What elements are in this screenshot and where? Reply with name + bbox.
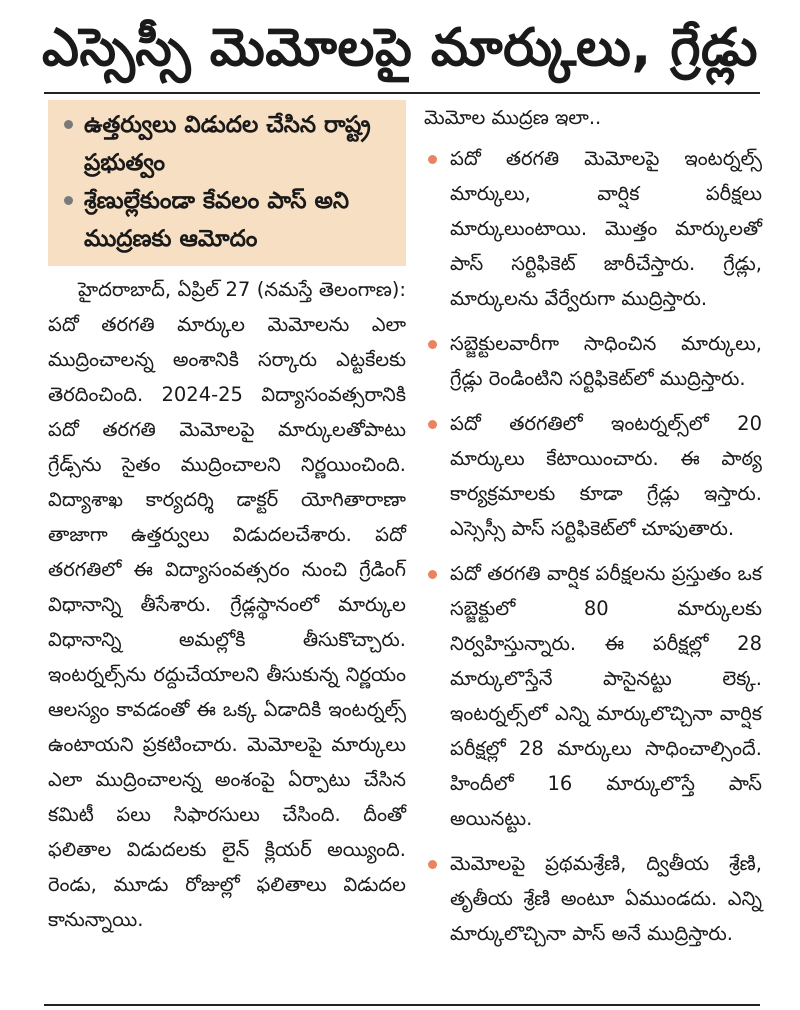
bullet-icon	[428, 340, 437, 349]
highlight-text: శ్రేణుల్లేకుండా కేవలం పాస్ అని ముద్రణకు ఆమోదం	[84, 188, 350, 252]
bullet-icon	[428, 860, 437, 869]
highlight-item	[62, 182, 406, 258]
memo-point	[424, 141, 762, 316]
memo-point	[424, 556, 762, 836]
memo-point	[424, 326, 762, 396]
bullet-icon	[428, 570, 437, 579]
memo-point-text: సబ్జెక్టులవారీగా సాధించిన మార్కులు, గ్రేడ్లు రెండింటిని సర్టిఫికెట్‌లో ముద్రిస్తారు.	[450, 332, 762, 390]
memo-point-text: పదో తరగతి వార్షిక పరీక్షలను ప్రస్తుతం ఒక సబ్జెక్టులో 80 మార్కులకు నిర్వహిస్తున్నారు. ఈ పరీక్షల్లో 28 మార్కులొస్తేనే పాసైనట్టు లెక్క. ఇంటర్నల్స్‌లో ఎన్ని మార్కులొచ్చినా వార్షిక పరీక్షల్లో 28 మార్కులు సాధించాల్సిందే. హిందీలో 16 మార్కులొస్తే పాస్ అయినట్టు.	[450, 562, 762, 830]
bullet-icon	[64, 120, 73, 129]
headline: ఎస్సెస్సీ మెమోలపై మార్కులు, గ్రేడ్లు	[42, 18, 758, 78]
memo-point-text: మెమోలపై ప్రథమశ్రేణి, ద్వితీయ శ్రేణి, తృతీయ శ్రేణి అంటూ ఏముండదు. ఎన్ని మార్కులొచ్చినా పాస్ అనే ముద్రిస్తారు.	[450, 852, 762, 945]
headline-divider	[44, 92, 760, 94]
memo-point-text: పదో తరగతిలో ఇంటర్నల్స్‌లో 20 మార్కులు కేటాయించారు. ఈ పాఠ్య కార్యక్రమాలకు కూడా గ్రేడ్లు ఇస్తారు. ఎస్సెస్సీ పాస్ సర్టిఫికెట్‌లో చూపుతారు.	[450, 412, 762, 540]
highlight-text: ఉత్తర్వులు విడుదల చేసిన రాష్ట్ర ప్రభుత్వం	[84, 112, 371, 176]
memo-point	[424, 846, 762, 951]
highlight-item	[62, 106, 406, 182]
article-paragraph: హైదరాబాద్, ఏప్రిల్ 27 (నమస్తే తెలంగాణ): పదో తరగతి మార్కుల మెమోలను ఎలా ముద్రించాలన్న అంశానికి సర్కారు ఎట్టకేలకు తెరదించింది. 2024-25 విద్యాసంవత్సరానికి పదో తరగతి మెమోలపై మార్కులతోపాటు గ్రేడ్స్‌ను సైతం ముద్రించాలని నిర్ణయించింది. విద్యాశాఖ కార్యదర్శి డాక్టర్ యోగితారాణా తాజాగా ఉత్తర్వులు విడుదలచేశారు. పదో తరగతిలో ఈ విద్యాసంవత్సరం నుంచి గ్రేడింగ్ విధానాన్ని తీసేశారు. గ్రేడ్లస్థానంలో మార్కుల విధానాన్ని అమల్లోకి తీసుకొచ్చారు. ఇంటర్నల్స్‌ను రద్దుచేయాలని తీసుకున్న నిర్ణయం ఆలస్యం కావడంతో ఈ ఒక్క ఏడాదికి ఇంటర్నల్స్ ఉంటాయని ప్రకటించారు. మెమోలపై మార్కులు ఎలా ముద్రించాలన్న అంశంపై ఏర్పాటు చేసిన కమిటీ పలు సిఫారసులు చేసింది. దీంతో ఫలితాల విడుదలకు లైన్ క్లియర్ అయ్యింది. రెండు, మూడు రోజుల్లో ఫలితాలు విడుదల కానున్నాయి.	[48, 278, 406, 931]
bullet-icon	[428, 420, 437, 429]
memo-points-column	[424, 100, 762, 961]
memo-point	[424, 406, 762, 546]
highlight-box	[48, 100, 406, 266]
bottom-divider	[44, 1004, 760, 1006]
article-body	[48, 272, 406, 937]
highlight-list	[48, 100, 406, 258]
bullet-icon	[428, 155, 437, 164]
section-subheading: మెమోల ముద్రణ ఇలా..	[424, 106, 602, 129]
bullet-icon	[64, 196, 73, 205]
memo-points-list	[424, 141, 762, 951]
memo-point-text: పదో తరగతి మెమోలపై ఇంటర్నల్స్ మార్కులు, వార్షిక పరీక్షలు మార్కులుంటాయి. మొత్తం మార్కులతో పాస్ సర్టిఫికెట్ జారీచేస్తారు. గ్రేడ్లు, మార్కులను వేర్వేరుగా ముద్రిస్తారు.	[450, 147, 762, 310]
